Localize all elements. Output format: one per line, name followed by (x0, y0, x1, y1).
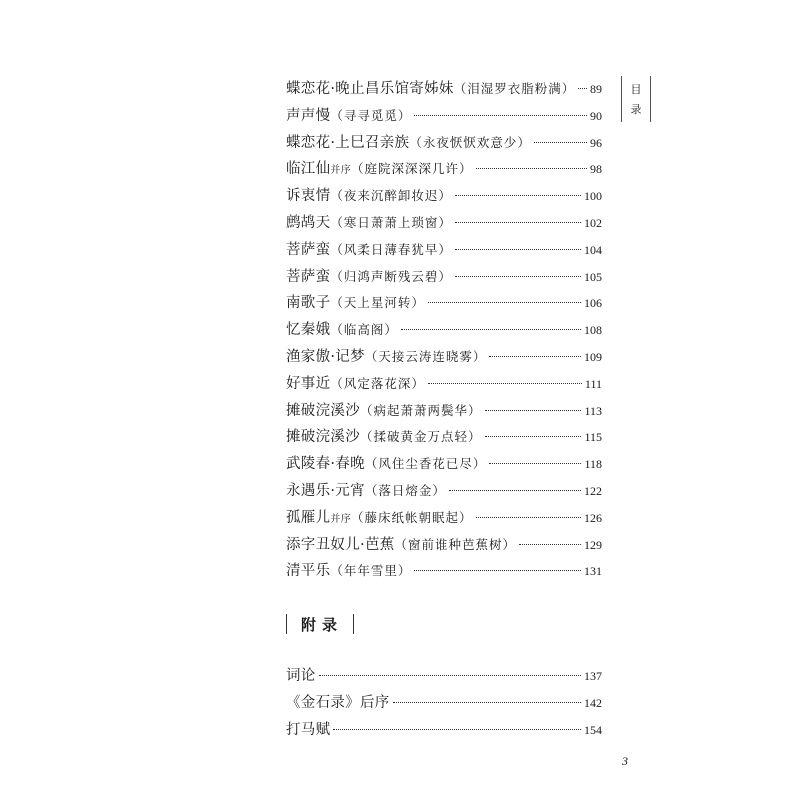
dot-leader (393, 702, 581, 703)
entry-first-line: （藤床纸帐朝眠起） (351, 509, 473, 525)
toc-entry[interactable] (286, 76, 602, 103)
entry-first-line: （揉破黄金万点轻） (360, 429, 482, 445)
toc-entry-page: 104 (584, 242, 602, 257)
toc-entry[interactable] (286, 663, 602, 690)
toc-entry[interactable] (286, 451, 602, 478)
toc-entry-page: 100 (584, 189, 602, 204)
dot-leader (455, 195, 581, 196)
dot-leader (414, 570, 581, 571)
toc-entry-page: 90 (590, 108, 602, 123)
entry-first-line: （寒日萧萧上琐窗） (330, 215, 452, 230)
toc-entry[interactable] (286, 103, 602, 130)
entry-title-text: 菩萨蛮 (286, 268, 331, 285)
entry-title-text: 渔家傲·记梦 (286, 349, 365, 365)
toc-entry-title (286, 424, 482, 451)
toc-entry[interactable] (286, 130, 602, 157)
toc-entry-title (286, 76, 575, 103)
entry-first-line: （风定落花深） (330, 375, 425, 391)
appendix-heading: 附录 (301, 615, 344, 634)
toc-entry-page: 109 (584, 350, 602, 364)
toc-entry[interactable] (286, 558, 602, 585)
toc-entry[interactable] (286, 210, 602, 237)
dot-leader (578, 88, 587, 89)
toc-entry[interactable] (286, 478, 602, 505)
toc-entry[interactable] (286, 398, 602, 425)
toc-entry-title (286, 290, 425, 317)
toc-entry-title (286, 717, 330, 744)
dot-leader (489, 356, 581, 357)
section-bar-right (353, 614, 354, 634)
entry-first-line: （落日熔金） (364, 483, 446, 498)
entry-title-text: 蝶恋花·上巳召亲族 (286, 134, 410, 151)
entry-title-text: 南歌子 (286, 295, 331, 312)
toc-entry-page: 154 (584, 723, 602, 737)
toc-entry[interactable] (286, 505, 602, 532)
entry-title-text: 摊破浣溪沙 (286, 429, 360, 446)
entry-title-text: 打马赋 (286, 722, 331, 738)
dot-leader (455, 222, 581, 223)
dot-leader (333, 729, 581, 730)
entry-first-line: （病起萧萧两鬓华） (360, 402, 482, 418)
toc-entry-page: 106 (584, 296, 602, 311)
toc-entry[interactable] (286, 532, 602, 559)
entry-title-text: 《金石录》后序 (286, 695, 390, 711)
toc-entry-title (286, 156, 473, 185)
toc-entry[interactable] (286, 264, 602, 291)
entry-title-text: 词论 (286, 668, 316, 684)
entry-first-line: （天接云涛连晓雾） (364, 349, 487, 364)
toc-entry-title (286, 398, 482, 425)
toc-entry-title (286, 371, 425, 398)
page-number: 3 (622, 754, 628, 768)
toc-entry-title (286, 183, 452, 210)
dot-leader (519, 544, 581, 545)
toc-entry[interactable] (286, 344, 602, 371)
entry-title-text: 声声慢 (286, 107, 331, 124)
section-bar-left (286, 614, 287, 634)
entry-note: 并序 (330, 513, 352, 525)
entry-title-text: 摊破浣溪沙 (286, 402, 360, 419)
toc-entry[interactable] (286, 690, 602, 717)
toc-entry-title (286, 558, 411, 585)
toc-entry[interactable] (286, 156, 602, 183)
toc-entry[interactable] (286, 424, 602, 451)
entry-first-line: （风柔日薄春犹早） (330, 241, 452, 257)
entry-title-text: 永遇乐·元宵 (286, 483, 365, 499)
toc-entry-title (286, 264, 452, 291)
toc-entry-title (286, 505, 473, 534)
toc-entry-title (286, 663, 316, 690)
toc-entry-page: 129 (584, 537, 602, 552)
toc-entry-title (286, 690, 390, 717)
entry-first-line: （寻寻觅觅） (330, 107, 412, 123)
entry-first-line: （窗前谁种芭蕉树） (394, 536, 517, 552)
toc-entry-page: 108 (584, 323, 602, 338)
entry-title-text: 清平乐 (286, 563, 331, 580)
toc-entry[interactable] (286, 290, 602, 317)
dot-leader (428, 302, 581, 303)
dot-leader (455, 276, 581, 277)
toc-entry-page: 102 (584, 216, 602, 230)
dot-leader (476, 168, 587, 169)
dot-leader (489, 463, 581, 464)
toc-entry[interactable] (286, 237, 602, 264)
dot-leader (455, 249, 581, 250)
toc-entry-title (286, 210, 452, 237)
toc-entry-page: 122 (584, 484, 602, 498)
toc-entry-page: 96 (590, 135, 602, 150)
appendix-section-header (286, 612, 354, 636)
toc-entry-title (286, 103, 411, 130)
toc-entry-title (286, 451, 486, 478)
entry-first-line: （庭院深深深几许） (351, 161, 473, 177)
entry-title-text: 添字丑奴儿·芭蕉 (286, 536, 395, 553)
dot-leader (414, 115, 587, 116)
toc-entry-title (286, 237, 452, 264)
dot-leader (401, 329, 581, 330)
entry-title-text: 鹧鸪天 (286, 215, 331, 231)
toc-entry-page: 98 (590, 162, 602, 177)
entry-first-line: （风住尘香花已尽） (364, 456, 487, 472)
dot-leader (485, 410, 582, 411)
dot-leader (428, 383, 582, 384)
entry-note: 并序 (330, 165, 352, 177)
entry-title-text: 临江仙 (286, 161, 331, 178)
entry-first-line: （年年雪里） (330, 563, 412, 579)
entry-title-text: 忆秦娥 (286, 322, 331, 339)
entry-first-line: （泪湿罗衣脂粉满） (453, 81, 576, 96)
entry-title-text: 蝶恋花·晚止昌乐馆寄姊妹 (286, 81, 454, 97)
entry-title-text: 孤雁儿 (286, 509, 331, 526)
toc-entry-title (286, 344, 486, 371)
toc-entry-page: 131 (584, 564, 602, 579)
toc-entry-title (286, 317, 398, 344)
entry-title-text: 菩萨蛮 (286, 241, 331, 258)
toc-entry[interactable] (286, 317, 602, 344)
entry-first-line: （夜来沉醉卸妆迟） (330, 188, 452, 204)
running-header-char: 录 (630, 103, 642, 116)
toc-entry-page: 89 (590, 82, 602, 96)
dot-leader (534, 142, 587, 143)
toc-entry-page: 126 (584, 510, 602, 525)
toc-entry[interactable] (286, 717, 602, 744)
entry-first-line: （天上星河转） (330, 295, 425, 311)
toc-entry-page: 142 (584, 696, 602, 710)
running-header-char: 目 (630, 83, 642, 96)
toc-entry[interactable] (286, 183, 602, 210)
toc-entry-page: 118 (584, 457, 602, 472)
dot-leader (449, 490, 581, 491)
dot-leader (476, 517, 581, 518)
toc-entry-title (286, 130, 531, 157)
dot-leader (319, 675, 581, 676)
entry-title-text: 诉衷情 (286, 188, 331, 205)
entry-first-line: （临高阁） (330, 322, 398, 338)
dot-leader (485, 436, 582, 437)
toc-entry-title (286, 478, 446, 505)
toc-entry-page: 111 (584, 376, 602, 391)
toc-entry-page: 137 (584, 669, 602, 683)
entry-title-text: 好事近 (286, 375, 331, 392)
entry-first-line: （永夜恹恹欢意少） (409, 134, 531, 150)
entry-first-line: （归鸿声断残云碧） (330, 268, 452, 284)
toc-entry-page: 113 (584, 403, 602, 418)
toc-entry[interactable] (286, 371, 602, 398)
entry-title-text: 武陵春·春晚 (286, 456, 365, 473)
running-header (621, 76, 651, 122)
toc-entry-page: 115 (584, 430, 602, 445)
toc-entry-page: 105 (584, 269, 602, 284)
toc-entry-title (286, 532, 516, 559)
